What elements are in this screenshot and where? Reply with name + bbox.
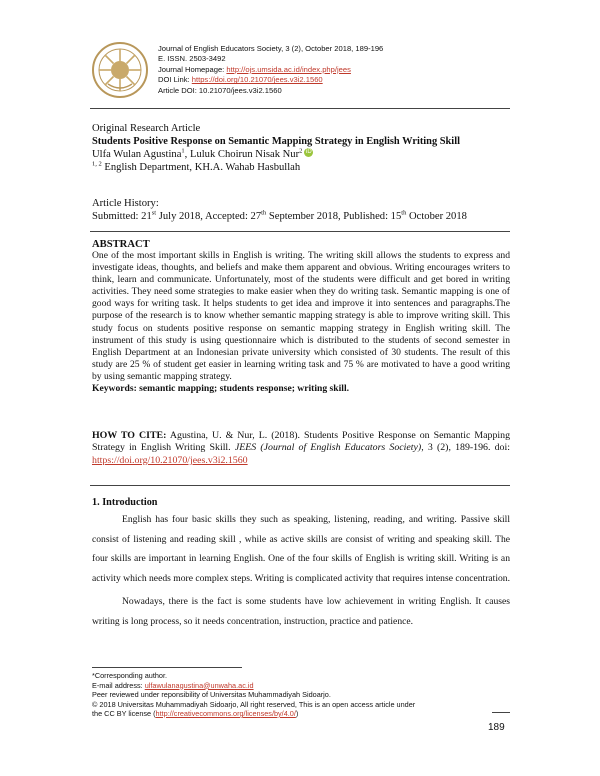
header-divider [90, 108, 510, 109]
homepage-line: Journal Homepage: http://ojs.umsida.ac.id/index.php/jees [158, 64, 351, 74]
license-link[interactable]: http://creativecommons.org/licenses/by/4.0/ [155, 709, 296, 718]
license-line: the CC BY license (http://creativecommons.org/licenses/by/4.0/) [92, 709, 299, 718]
history-dates: Submitted: 21st July 2018, Accepted: 27th September 2018, Published: 15th October 2018 [92, 209, 467, 222]
history-label: Article History: [92, 198, 159, 209]
cite-doi-link[interactable]: https://doi.org/10.21070/jees.v3i2.1560 [92, 454, 248, 466]
keywords: Keywords: semantic mapping; students response; writing skill. [92, 383, 350, 395]
how-to-cite: HOW TO CITE: Agustina, U. & Nur, L. (2018). Students Positive Response on Semantic Mapping Strategy in English Writing Skill. JEES (Journal of English Educators Society), 3 (2), 189-196. doi: https://doi.org/10.21070/jees.v3i2.1560 [92, 430, 511, 466]
footnote-divider [92, 667, 242, 668]
cite-divider [90, 485, 510, 486]
article-history [92, 197, 510, 223]
doi-link-line: DOI Link: https://doi.org/10.21070/jees.v3i2.1560 [158, 75, 323, 85]
homepage-link[interactable]: http://ojs.umsida.ac.id/index.php/jees [226, 64, 351, 74]
article-type: Original Research Article [92, 123, 201, 134]
intro-paragraph-2: Nowadays, there is the fact is some students have low achievement in writing English. It causes writing is long process, so it needs concentration, instruction, practice and patience. [92, 596, 510, 627]
intro-body [92, 510, 510, 632]
page-number-rule [492, 712, 510, 713]
abstract-heading: ABSTRACT [92, 239, 150, 250]
footnote [92, 671, 512, 719]
doi-link[interactable]: https://doi.org/10.21070/jees.v3i2.1560 [191, 75, 323, 85]
page-number: 189 [488, 722, 505, 733]
peer-review-note: Peer reviewed under reponsibility of Universitas Muhammadiyah Sidoarjo. [92, 690, 331, 699]
journal-logo [90, 40, 150, 100]
abstract-body [92, 250, 510, 395]
journal-citation-line: Journal of English Educators Society, 3 (2), October 2018, 189-196 [158, 44, 384, 53]
orcid-icon[interactable]: iD [306, 149, 312, 155]
masthead [158, 44, 383, 96]
email-line: E-mail address: ulfawulanagustina@unwaha.ac.id [92, 680, 254, 690]
intro-paragraph-1: English has four basic skills they such as speaking, listening, reading, and writing. Passive skill consist of listening and reading skill , while as active skills are consist of writing and speaking skill. The four skills are important in learning English. One of the four skills of English is writing skill. Writing is an activity which needs more complex steps. Writing is complicated activity that requires intense concentration. [92, 514, 510, 584]
copyright-line: © 2018 Universitas Muhammadiyah Sidoarjo, All right reserved, This is an open access article under [92, 699, 416, 709]
abstract-text: One of the most important skills in English is writing. The writing skill allows the students to express and investigate ideas, thoughts, and beliefs and make them apparent and obvious. Writing encourages writers to think, learn and communicate. Unfortunately, most of the students were difficult and get bored in writing activities. They need some strategies to make easier when they do writing task. Semantic mapping is one of good ways for writing task. It helps students to get idea and improve it into sentences and paragraphs.The purpose of the research is to know whether semantic mapping strategy is able to improve writing skill. This study focus on students positive response on semantic mapping strategy in English writing skill. The instrument of this study is using questionnaire which is distributed to the students of second semester in English Department at an Indonesian private university which consisted of 30 students. The result of this study are 25 % of student get easier in learning writing task and 75 % are motivated to have a good writing by using semantic mapping strategy. [92, 250, 510, 382]
author-1: Ulfa Wulan Agustina [92, 149, 182, 160]
email-link[interactable]: ulfawulanagustina@unwaha.ac.id [144, 680, 254, 690]
issn-line: E. ISSN. 2503-3492 [158, 54, 226, 64]
cite-label: HOW TO CITE: [92, 430, 167, 441]
article-title: Students Positive Response on Semantic Mapping Strategy in English Writing Skill [92, 136, 460, 147]
history-divider [90, 231, 510, 232]
cite-journal: JEES (Journal of English Educators Society) [234, 442, 422, 454]
intro-heading: 1. Introduction [92, 497, 158, 508]
authors: Ulfa Wulan Agustina$^1$, Luluk Choirun Nisak Nur$^2$ iD [92, 147, 312, 160]
affiliation: $^{1, 2}$ English Department, KH.A. Wahab Hasbullah [92, 160, 301, 173]
corresponding-author: *Corresponding author. [92, 671, 168, 680]
article-info [92, 122, 510, 174]
author-2: Luluk Choirun Nisak Nur [189, 149, 300, 160]
article-doi-line: Article DOI: 10.21070/jees.v3i2.1560 [158, 85, 282, 95]
